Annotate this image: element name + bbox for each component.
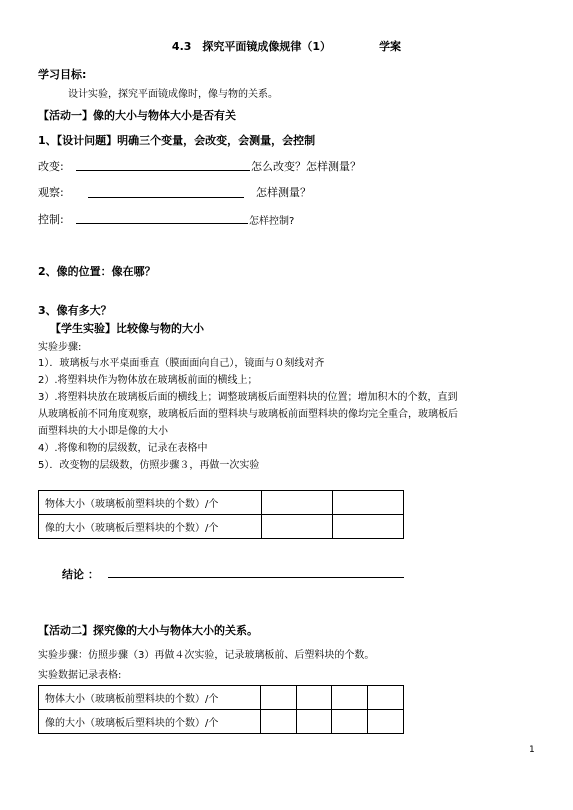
table-cell[interactable] [368,686,404,710]
step-2: 2）.将塑料块作为物体放在玻璃板前面的横线上； [38,375,258,386]
table-row [39,515,404,539]
table-row-label: 像的大小（玻璃板后塑料块的个数）/个 [39,710,261,734]
q1-heading: 1、【设计问题】明确三个变量，会改变，会测量，会控制 [38,134,316,147]
goal-text: 设计实验，探究平面镜成像时，像与物的关系。 [68,89,278,100]
step-3-line3: 面塑料块的大小即是像的大小 [38,426,168,437]
step-5: 5）．改变物的层级数，仿照步骤３，再做一次实验 [38,460,260,471]
table-row-label: 物体大小（玻璃板前塑料块的个数）/个 [39,491,262,515]
table-cell[interactable] [296,710,332,734]
data-table-2 [38,685,404,734]
steps-heading: 实验步骤: [38,342,82,353]
table-row [39,491,404,515]
table-cell[interactable] [261,515,332,539]
table-cell[interactable] [261,491,332,515]
conclusion-blank[interactable] [108,577,404,578]
title-suffix: 学案 [379,40,402,53]
q1-row-label-control: 控制: [38,213,64,226]
table-cell[interactable] [332,515,403,539]
answer-blank-change[interactable] [76,170,250,171]
page-title [0,38,573,54]
table-cell[interactable] [296,686,332,710]
answer-blank-control[interactable] [76,223,248,224]
activity1-heading: 【活动一】像的大小与物体大小是否有关 [38,109,236,122]
q3-heading: 3、像有多大？ [38,304,112,317]
activity2-steps: 实验步骤：仿照步骤（3）再做４次实验，记录玻璃板前、后塑料块的个数。 [38,650,375,661]
table-row [39,686,404,710]
q1-row-suffix-control: 怎样控制? [249,216,295,227]
step-1: 1）．玻璃板与水平桌面垂直（膜面面向自己），镜面与０刻线对齐 [38,358,325,369]
table-row-label: 物体大小（玻璃板前塑料块的个数）/个 [39,686,261,710]
activity2-heading: 【活动二】探究像的大小与物体大小的关系。 [38,624,258,637]
step-3-line2: 从玻璃板前不同角度观察，玻璃板后面的塑料块与玻璃板前面塑料块的像均完全重合，玻璃板后 [38,409,458,420]
table-cell[interactable] [260,686,296,710]
data-table-1 [38,490,404,539]
q2-heading: 2、像的位置：像在哪？ [38,265,156,278]
table-row-label: 像的大小（玻璃板后塑料块的个数）/个 [39,515,262,539]
goal-heading: 学习目标: [38,68,87,81]
answer-blank-observe[interactable] [88,197,244,198]
table-cell[interactable] [332,710,368,734]
student-exp-heading: 【学生实验】比较像与物的大小 [50,322,204,335]
step-4: 4）.将像和物的层级数，记录在表格中 [38,443,208,454]
table-cell[interactable] [260,710,296,734]
table-row [39,710,404,734]
title-main: 4.3 探究平面镜成像规律（1） [171,40,332,53]
q1-row-label-observe: 观察: [38,186,64,199]
step-3-line1: 3）.将塑料块放在玻璃板后面的横线上；调整玻璃板后面塑料块的位置；增加积木的个数，直到 [38,392,458,403]
table-cell[interactable] [368,710,404,734]
conclusion-label: 结论 ： [62,568,99,581]
q1-row-suffix-change: 怎么改变？怎样测量？ [251,160,361,173]
q1-row-suffix-observe: 怎样测量？ [256,186,311,199]
activity2-table-heading: 实验数据记录表格: [38,670,122,681]
table-cell[interactable] [332,686,368,710]
q1-row-label-change: 改变: [38,160,64,173]
table-cell[interactable] [332,491,403,515]
page-number: 1 [529,745,535,755]
